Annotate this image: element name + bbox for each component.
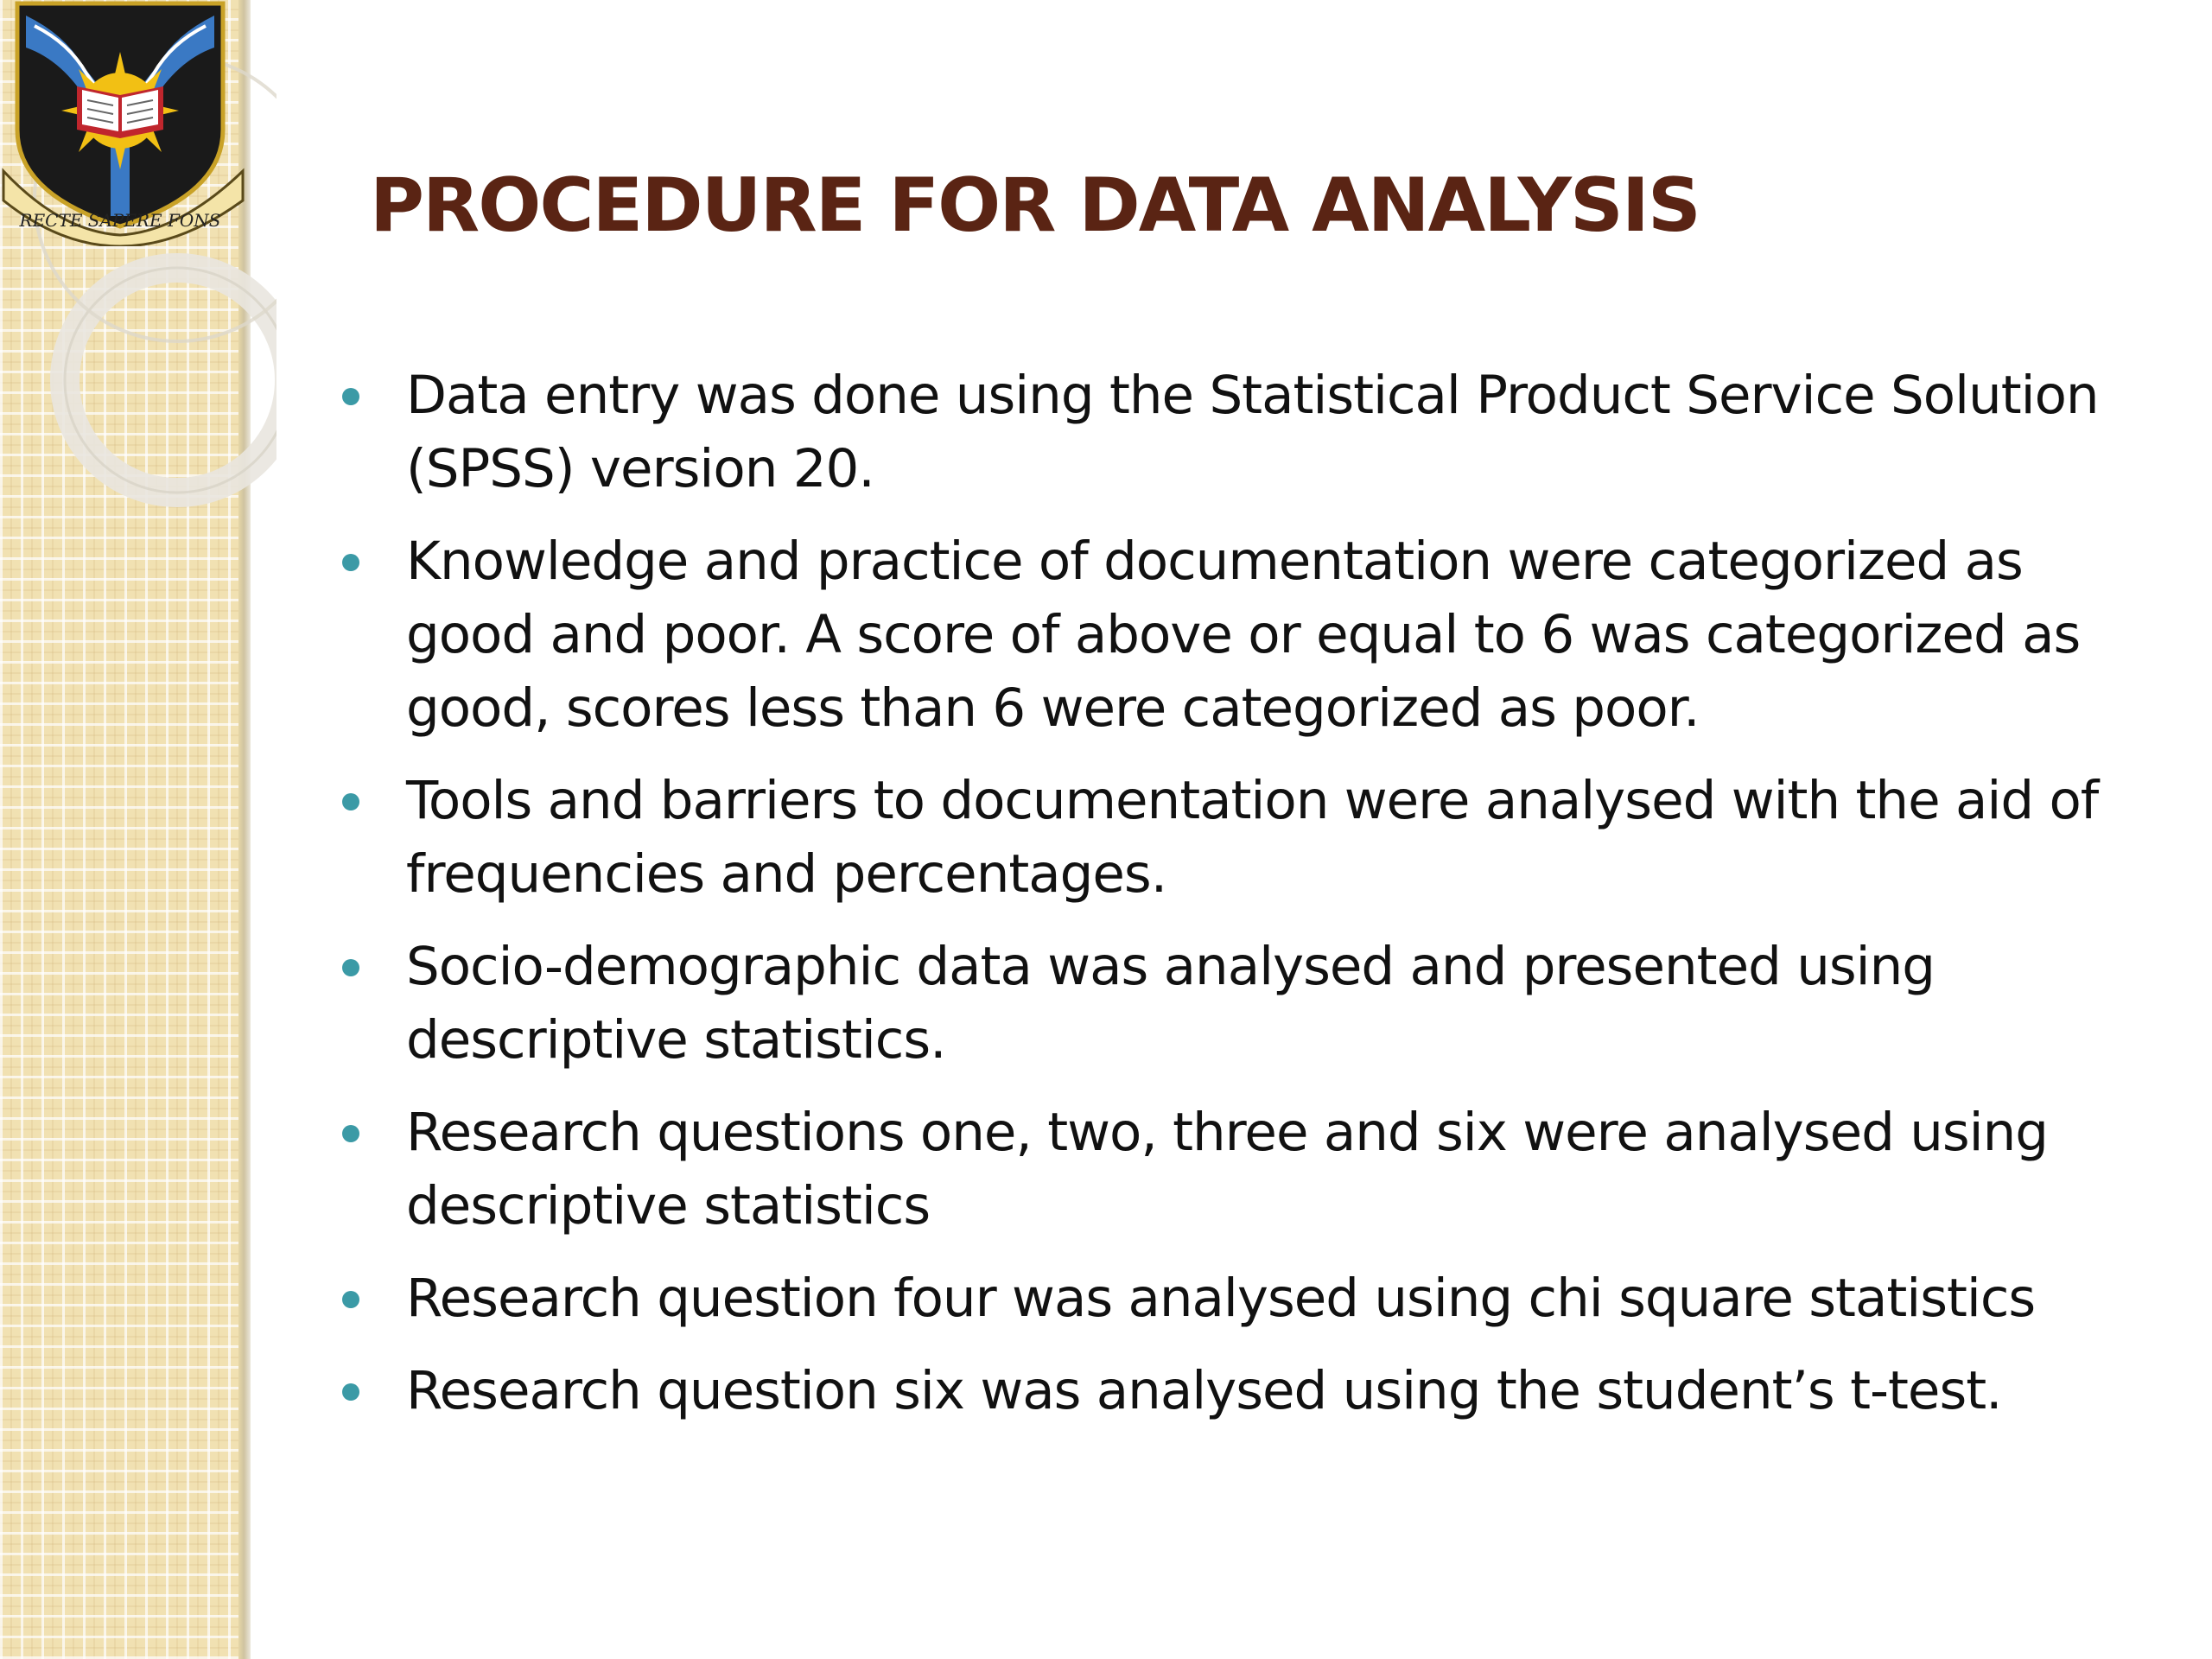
bullet-icon	[342, 1125, 359, 1142]
bullet-icon	[342, 554, 359, 571]
university-crest-icon	[0, 0, 246, 246]
list-item	[406, 930, 2160, 1077]
bullet-text: Socio-demographic data was analysed and presented using descriptive statistics.	[406, 936, 1935, 1071]
bullet-text: Research questions one, two, three and six were analysed using descriptive statistics	[406, 1102, 2048, 1236]
bullet-text: Data entry was done using the Statistical Product Service Solution (SPSS) version 20.	[406, 365, 2099, 499]
logo-motto: RECTE SAPERE FONS	[19, 210, 221, 231]
bullet-list	[406, 359, 2160, 1446]
list-item	[406, 1354, 2160, 1427]
bullet-icon	[342, 1291, 359, 1308]
list-item	[406, 1262, 2160, 1335]
bullet-icon	[342, 959, 359, 976]
bullet-text: Tools and barriers to documentation were analysed with the aid of frequencies and percentages.	[406, 770, 2099, 905]
bullet-text: Research question four was analysed using chi square statistics	[406, 1268, 2036, 1329]
bullet-text: Research question six was analysed using the student’s t-test.	[406, 1360, 2002, 1421]
bullet-icon	[342, 388, 359, 405]
list-item	[406, 1096, 2160, 1243]
list-item	[406, 764, 2160, 911]
bullet-icon	[342, 793, 359, 810]
list-item	[406, 359, 2160, 505]
bullet-text: Knowledge and practice of documentation were categorized as good and poor. A score of above or equal to 6 was categorized as good, scores less than 6 were categorized as poor.	[406, 531, 2081, 739]
list-item	[406, 524, 2160, 745]
slide-title: PROCEDURE FOR DATA ANALYSIS	[370, 162, 1700, 249]
bullet-icon	[342, 1383, 359, 1401]
